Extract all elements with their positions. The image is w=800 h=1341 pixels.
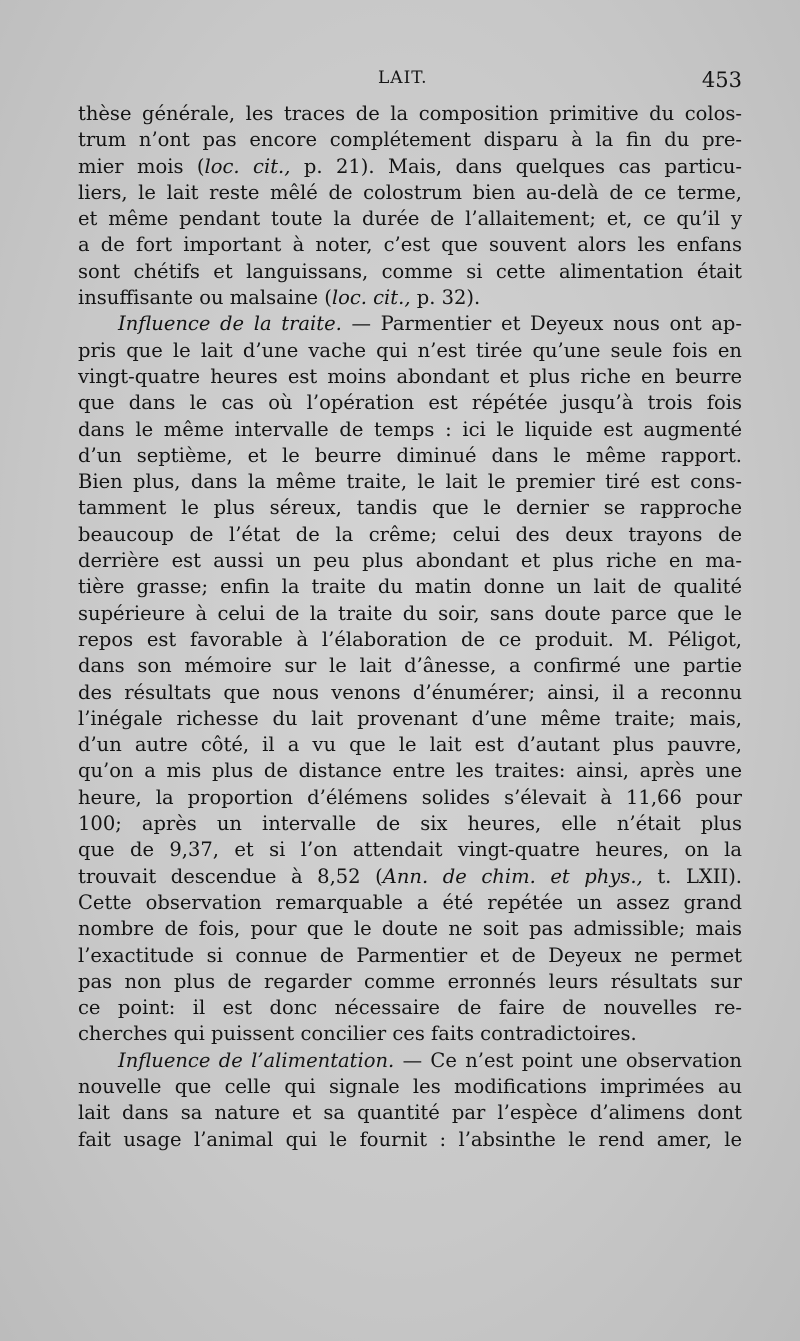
text-line: [78, 627, 742, 653]
text-segment: repos est favorable à l’élaboration de ce produit. M. Péligot,: [78, 627, 742, 651]
text-segment: a de fort important à noter, c’est que souvent alors les enfans: [78, 233, 742, 257]
text-segment: beaucoup de l’état de la crême; celui des deux trayons de: [78, 522, 742, 546]
text-segment: que de 9,37, et si l’on attendait vingt-quatre heures, on la: [78, 838, 742, 862]
text-line: [78, 890, 742, 916]
body-text: [78, 101, 742, 1153]
text-segment: 100; après un intervalle de six heures, elle n’était plus: [78, 812, 742, 836]
text-line: [78, 811, 742, 837]
text-segment: p. 21). Mais, dans quelques cas particu-: [290, 154, 742, 178]
text-line: [78, 680, 742, 706]
text-segment: l’inégale richesse du lait provenant d’une même traite; mais,: [78, 706, 742, 730]
text-line: [78, 1127, 742, 1153]
text-segment: Bien plus, dans la même traite, le lait le premier tiré est cons-: [78, 470, 742, 494]
text-segment: ce point: il est donc nécessaire de faire de nouvelles re-: [78, 996, 742, 1020]
text-segment: l’exactitude si connue de Parmentier et de Deyeux ne permet: [78, 943, 742, 967]
text-segment: tière grasse; enfin la traite du matin donne un lait de qualité: [78, 575, 742, 599]
running-title: LAIT.: [378, 68, 428, 88]
text-line: [78, 390, 742, 416]
text-segment: et même pendant toute la durée de l’allaitement; et, ce qu’il y: [78, 207, 742, 231]
text-segment: tamment le plus séreux, tandis que le dernier se rapproche: [78, 496, 742, 520]
text-segment: fait usage l’animal qui le fournit : l’absinthe le rend amer, le: [78, 1127, 742, 1151]
text-segment: dans le même intervalle de temps : ici le liquide est augmenté: [78, 417, 742, 441]
text-line: [78, 1048, 742, 1074]
text-line: [78, 417, 742, 443]
text-segment: t. LXII).: [642, 864, 742, 888]
text-line: [78, 785, 742, 811]
text-line: [78, 154, 742, 180]
text-line: [78, 837, 742, 863]
text-line: [78, 469, 742, 495]
text-segment: pris que le lait d’une vache qui n’est tirée qu’une seule fois en: [78, 338, 742, 362]
text-segment: supérieure à celui de la traite du soir, sans doute parce que le: [78, 601, 742, 625]
text-line: [78, 311, 742, 337]
text-segment: sont chétifs et languissans, comme si cette alimentation était: [78, 259, 742, 283]
text-line: [78, 495, 742, 521]
italic-text: loc. cit.,: [331, 286, 411, 310]
text-line: [78, 943, 742, 969]
text-line: [78, 206, 742, 232]
text-segment: Cette observation remarquable a été repétée un assez grand: [78, 890, 742, 914]
text-segment: nouvelle que celle qui signale les modifications imprimées au: [78, 1074, 742, 1098]
text-segment: — Parmentier et Deyeux nous ont ap-: [341, 312, 742, 336]
text-line: [78, 127, 742, 153]
text-line: [78, 864, 742, 890]
italic-text: Influence de la traite.: [118, 312, 342, 336]
text-line: [78, 1074, 742, 1100]
text-line: [78, 232, 742, 258]
text-line: [78, 364, 742, 390]
text-line: [78, 1021, 742, 1047]
italic-text: Influence de l’alimentation.: [118, 1048, 395, 1072]
text-line: [78, 601, 742, 627]
text-line: [78, 548, 742, 574]
text-segment: dans son mémoire sur le lait d’ânesse, a confirmé une partie: [78, 654, 742, 678]
text-line: [78, 443, 742, 469]
text-segment: insuffisante ou malsaine (: [78, 286, 332, 310]
text-line: [78, 758, 742, 784]
text-segment: heure, la proportion d’élémens solides s’élevait à 11,66 pour: [78, 785, 742, 809]
page-header: [78, 68, 742, 98]
text-line: [78, 969, 742, 995]
text-line: [78, 653, 742, 679]
text-segment: nombre de fois, pour que le doute ne soit pas admissible; mais: [78, 917, 742, 941]
text-segment: des résultats que nous venons d’énumérer; ainsi, il a reconnu: [78, 680, 742, 704]
text-line: [78, 285, 742, 311]
text-segment: trum n’ont pas encore complétement disparu à la fin du pre-: [78, 128, 742, 152]
text-segment: pas non plus de regarder comme erronnés leurs résultats sur: [78, 969, 742, 993]
italic-text: loc. cit.,: [204, 154, 291, 178]
text-segment: qu’on a mis plus de distance entre les traites: ainsi, après une: [78, 759, 742, 783]
text-segment: liers, le lait reste mêlé de colostrum bien au-delà de ce terme,: [78, 180, 742, 204]
text-segment: trouvait descendue à 8,52 (: [78, 864, 383, 888]
italic-text: Ann. de chim. et phys.,: [382, 864, 643, 888]
text-segment: lait dans sa nature et sa quantité par l’espèce d’alimens dont: [78, 1101, 742, 1125]
text-segment: cherches qui puissent concilier ces faits contradictoires.: [78, 1022, 637, 1046]
text-segment: thèse générale, les traces de la composition primitive du colos-: [78, 102, 742, 125]
text-line: [78, 1100, 742, 1126]
text-segment: derrière est aussi un peu plus abondant et plus riche en ma-: [78, 549, 742, 573]
page-number: 453: [701, 68, 742, 92]
text-line: [78, 995, 742, 1021]
text-segment: que dans le cas où l’opération est répétée jusqu’à trois fois: [78, 391, 742, 415]
text-line: [78, 101, 742, 127]
text-line: [78, 338, 742, 364]
text-line: [78, 259, 742, 285]
text-segment: — Ce n’est point une observation: [394, 1048, 742, 1072]
text-line: [78, 916, 742, 942]
text-line: [78, 180, 742, 206]
text-segment: d’un autre côté, il a vu que le lait est d’autant plus pauvre,: [78, 733, 742, 757]
text-line: [78, 732, 742, 758]
text-line: [78, 522, 742, 548]
text-segment: p. 32).: [410, 286, 481, 310]
text-line: [78, 706, 742, 732]
text-line: [78, 574, 742, 600]
text-segment: d’un septième, et le beurre diminué dans le même rapport.: [78, 443, 742, 467]
text-segment: mier mois (: [78, 154, 205, 178]
text-segment: vingt-quatre heures est moins abondant et plus riche en beurre: [78, 364, 742, 388]
